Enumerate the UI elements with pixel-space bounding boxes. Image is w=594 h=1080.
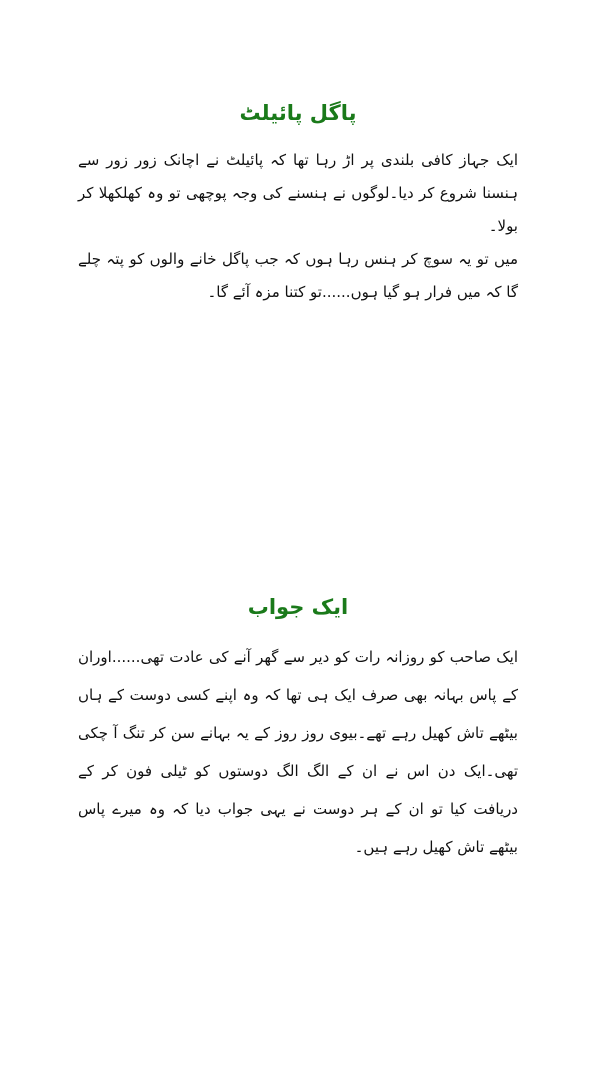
story-title: ایک جواب xyxy=(247,595,349,619)
story-paragraph: ایک جہاز کافی بلندی پر اڑ رہا تھا کہ پائیلٹ نے اچانک زور زور سے ہنسنا شروع کر دیا۔لوگوں نے ہنسنے کی وجہ پوچھی تو وہ کھلکھلا کر بولا۔ xyxy=(78,151,518,235)
story-title: پاگل پائیلٹ xyxy=(239,101,357,125)
story-pagal-pilot xyxy=(78,96,518,309)
story-aik-jawab xyxy=(78,590,518,866)
story-paragraph: ایک صاحب کو روزانہ رات کو دیر سے گھر آنے کی عادت تھی......اوران کے پاس بہانہ بھی صرف ایک ہی تھا کہ وہ اپنے کسی دوست کے ہاں بیٹھے تاش کھیل رہے تھے۔بیوی روز روز کے یہ بہانے سن کر تنگ آ چکی تھی۔ایک دن اس نے ان کے الگ الگ دوستوں کو ٹیلی فون کر کے دریافت کیا تو ان کے ہر دوست نے یہی جواب دیا کہ وہ میرے پاس بیٹھے تاش کھیل رہے ہیں۔ xyxy=(78,648,518,856)
story-paragraph: میں تو یہ سوچ کر ہنس رہا ہوں کہ جب پاگل خانے والوں کو پتہ چلے گا کہ میں فرار ہو گیا ہوں......تو کتنا مزہ آئے گا۔ xyxy=(78,250,518,301)
